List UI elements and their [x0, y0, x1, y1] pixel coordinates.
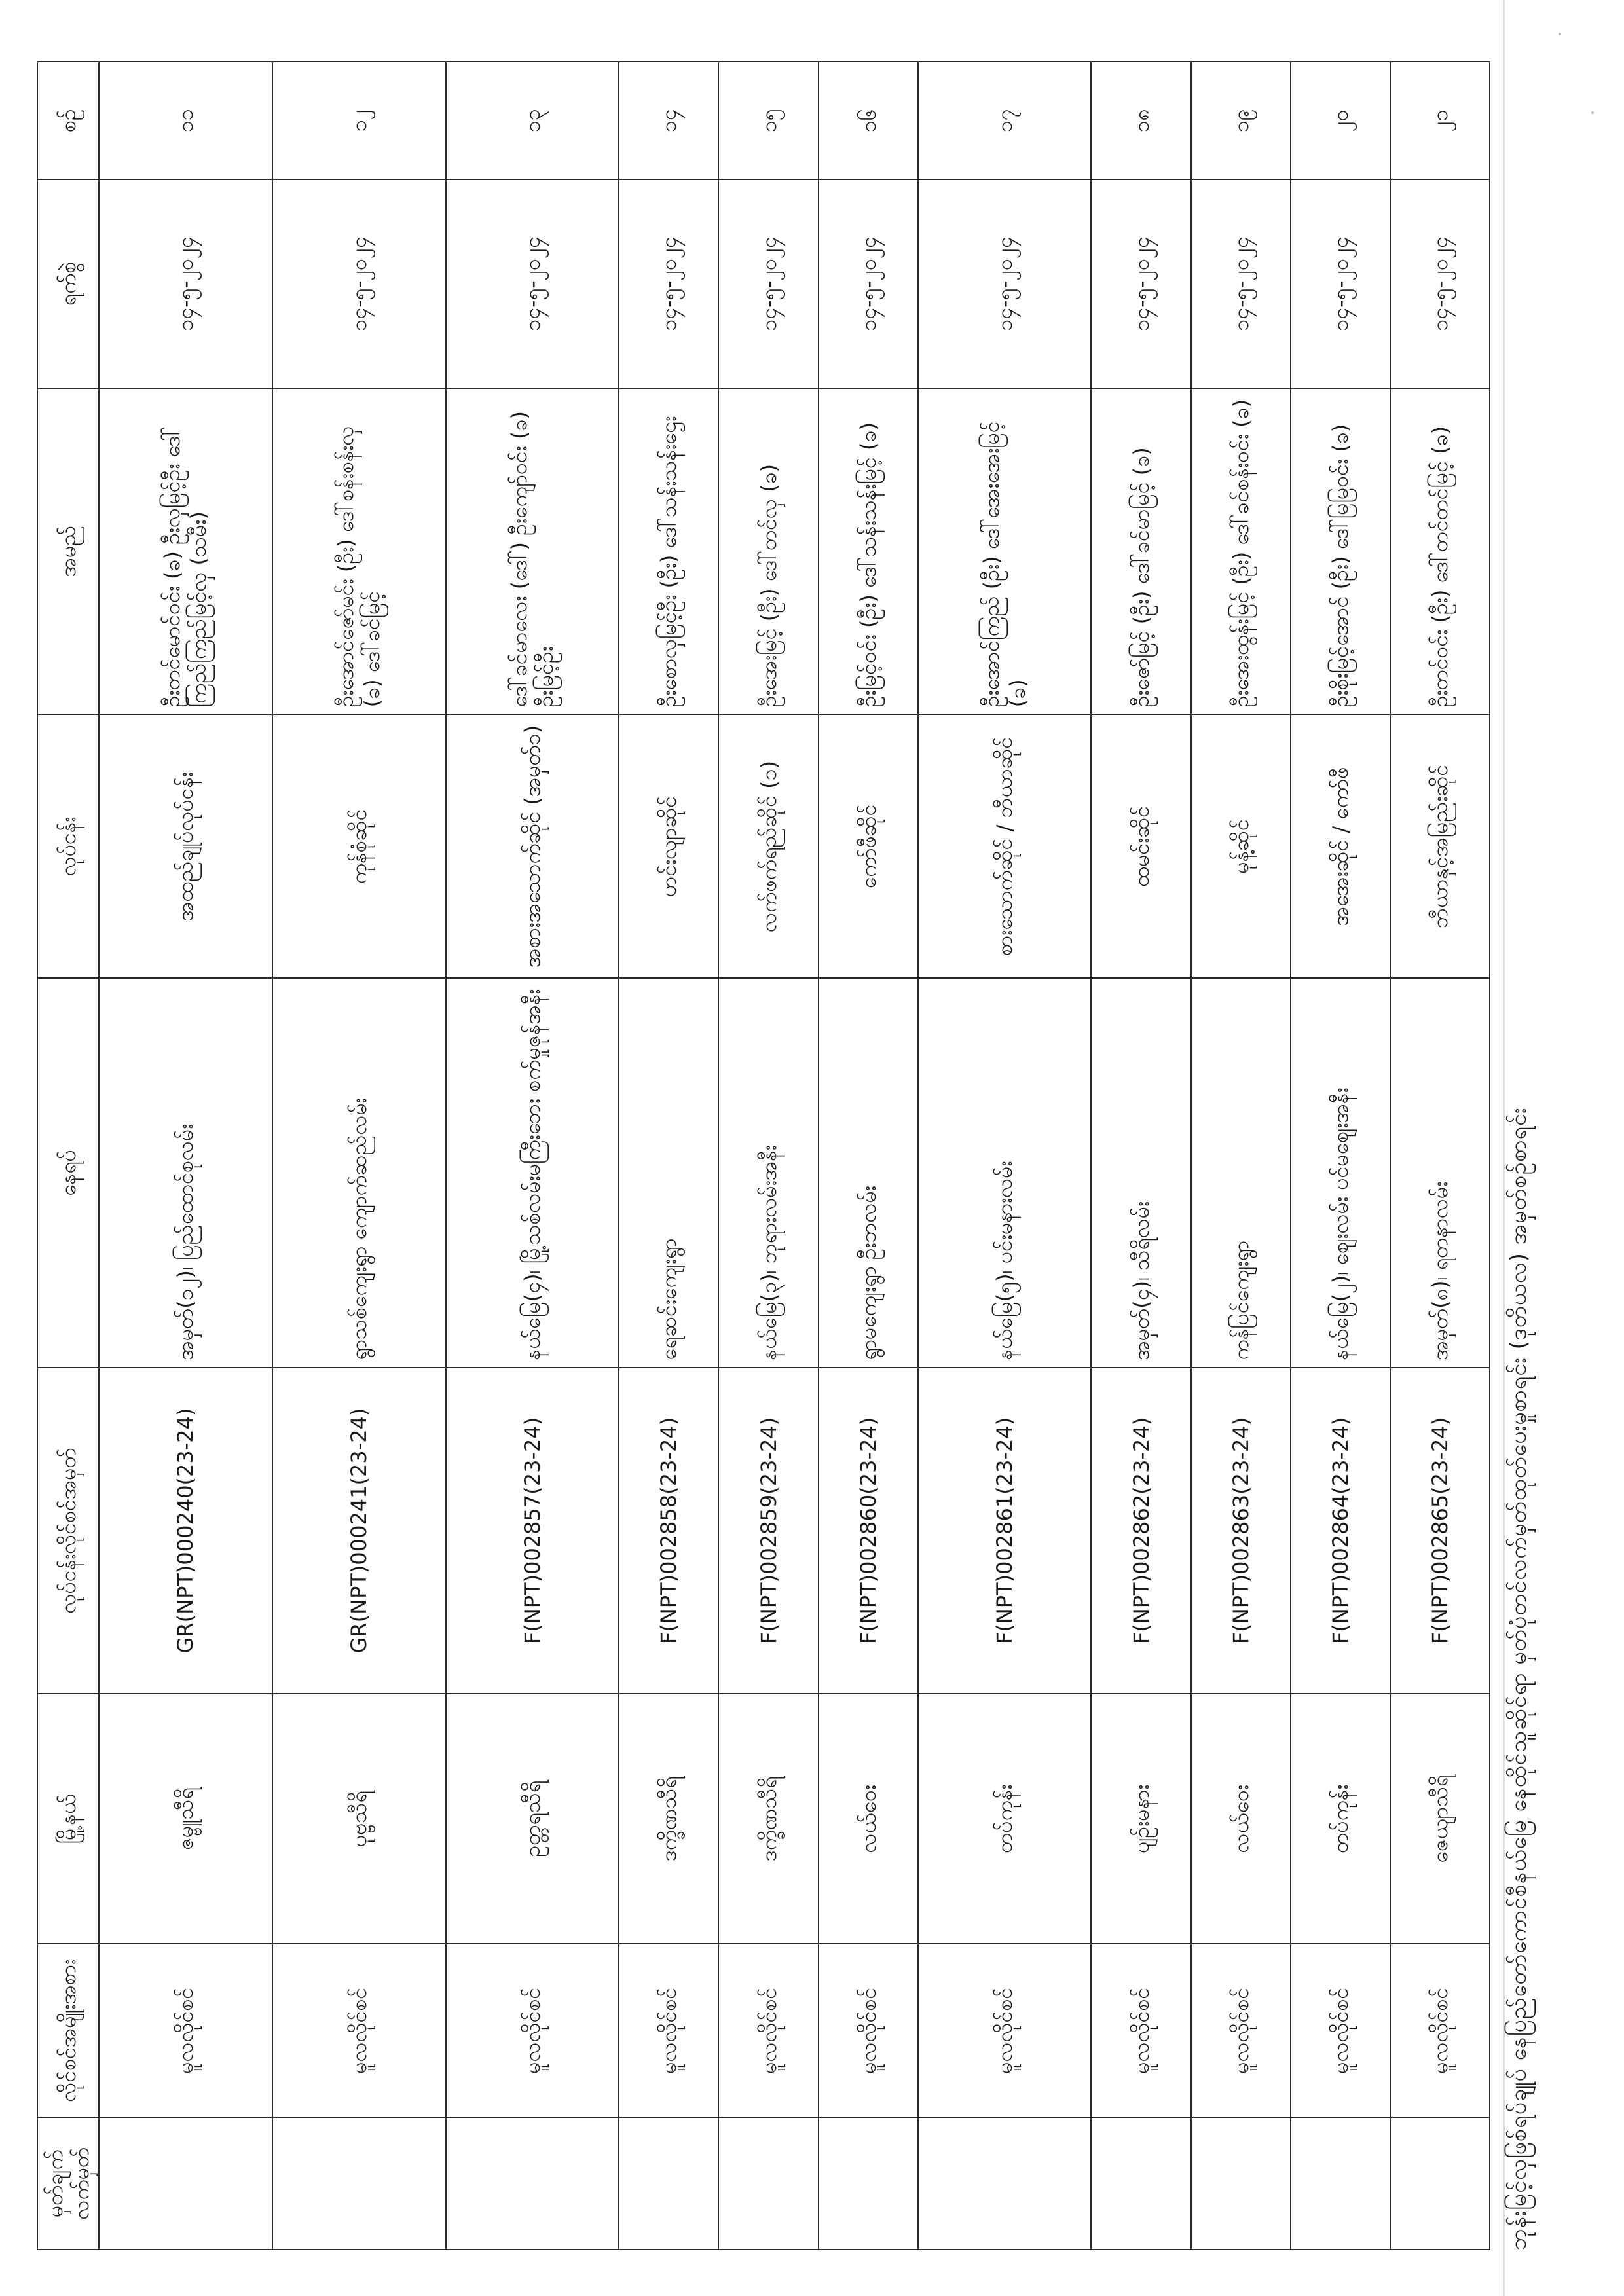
cell-address: နယ်မြေ(၄)၊ မြို့သစ်လမ်းမကြီးဘေး စက်မှုဇုန်အနီး	[446, 978, 619, 1367]
cell-trade: ကော်ဖီဆိုင်	[819, 714, 918, 978]
license-table	[37, 61, 1490, 2250]
cell-township: ပျဉ်းမနား	[1091, 1694, 1190, 1944]
cell-type: မူလလိုင်စင်	[1091, 1944, 1190, 2117]
cell-type: မူလလိုင်စင်	[918, 1944, 1092, 2117]
cell-license: F(NPT)002863(23-24)	[1191, 1368, 1291, 1694]
cell-sign	[619, 2117, 718, 2250]
cell-type: မူလလိုင်စင်	[718, 1944, 818, 2117]
cell-type: မူလလိုင်စင်	[446, 1944, 619, 2117]
cell-no: ၁၇	[918, 62, 1092, 179]
cell-license: F(NPT)002858(23-24)	[619, 1368, 718, 1694]
cell-license: F(NPT)002861(23-24)	[918, 1368, 1092, 1694]
header-address: နေရပ်	[37, 978, 99, 1367]
cell-trade: ဘီယာနှင့်အမြည်းဆိုင်	[1390, 714, 1490, 978]
cell-sign	[1291, 2117, 1390, 2250]
cell-license: GR(NPT)000241(23-24)	[272, 1368, 446, 1694]
cell-address: အမှတ်(၄)၊ သီရိလမ်း	[1091, 978, 1190, 1367]
table-row	[718, 62, 818, 2250]
cell-township: လယ်ဝေး	[1191, 1694, 1291, 1944]
header-row	[37, 62, 99, 2250]
table-row	[1191, 62, 1291, 2250]
cell-sign	[718, 2117, 818, 2250]
cell-date: ၁၄-၅-၂၀၂၄	[1390, 179, 1490, 388]
cell-trade: အအေးဆိုင် / ကော်ဖီ	[1291, 714, 1390, 978]
cell-type: မူလလိုင်စင်	[1291, 1944, 1390, 2117]
cell-license: F(NPT)002860(23-24)	[819, 1368, 918, 1694]
cell-no: ၁၈	[1091, 62, 1190, 179]
cell-no: ၁၆	[819, 62, 918, 179]
cell-trade: လက်ဖက်ရည်ဆိုင် (၁)	[718, 714, 818, 978]
cell-sign	[446, 2117, 619, 2250]
document-title: ဘုန်းမြင့်လှဖြစ်ရပ်ချုပ် နေပြည်တော်ကောင်စီနယ်မြေ နေထိုင်သူဆိုင်ရာ မှတ်ပုံတင်လက်မှတ်ထုတ်ပေးမှုစာရင်း (ဒုတိယလ) အမှတ်စဉ်စာရင်း	[1505, 1107, 1532, 2250]
cell-sign	[99, 2117, 272, 2250]
cell-name: ဦးဇော်မြင့် (ဦး) ဒေါ်ခင်မာမြင့် (ခ)	[1091, 388, 1190, 715]
cell-date: ၁၄-၅-၂၀၂၄	[1191, 179, 1291, 388]
header-date: ရက်စွဲ	[37, 179, 99, 388]
table-row	[1091, 62, 1190, 2250]
cell-license: GR(NPT)000240(23-24)	[99, 1368, 272, 1694]
cell-date: ၁၄-၅-၂၀၂၄	[446, 179, 619, 388]
cell-name: ဦးစိုးမြင့်အောင် (ဦး) ဒေါ်မြမြဝင်း (ခ)	[1291, 388, 1390, 715]
cell-trade: ဟင်းလျာဆိုင်	[619, 714, 718, 978]
cell-license: F(NPT)002862(23-24)	[1091, 1368, 1190, 1694]
cell-date: ၁၄-၅-၂၀၂၄	[819, 179, 918, 388]
cell-no: ၂၁	[1390, 62, 1490, 179]
cell-no: ၁၅	[718, 62, 818, 179]
cell-address: နယ်မြေ(၅)၊ ပင်းမနားလမ်း	[918, 978, 1092, 1367]
cell-township: ဇမ္ဗူသီရိ	[99, 1694, 272, 1944]
cell-no: ၁၄	[619, 62, 718, 179]
table-row	[99, 62, 272, 2250]
cell-township: ဒက္ခိဏသီရိ	[619, 1694, 718, 1944]
cell-name: ဒေါ်ခင်မာလေး (ဒေါ်) ဦးကျော်ဝင်း (ခ) ဦးမြင့်ဦး	[446, 388, 619, 715]
cell-date: ၁၄-၅-၂၀၂၄	[718, 179, 818, 388]
cell-trade: အစားအသောက်ဆိုင် (အမှတ်၁)	[446, 714, 619, 978]
table-row	[1291, 62, 1390, 2250]
cell-sign	[1191, 2117, 1291, 2250]
cell-date: ၁၄-၅-၂၀၂၄	[1291, 179, 1390, 388]
cell-date: ၁၄-၅-၂၀၂၄	[272, 179, 446, 388]
cell-address: နယ်မြေ(၂)၊ ဈေးလမ်း ပင်မဈေးအနီး	[1291, 978, 1390, 1367]
cell-trade: စားသောက်ဆိုင် / ဘီယာဆိုင်	[918, 714, 1092, 978]
cell-no: ၁၁	[99, 62, 272, 179]
cell-township: ဥတ္တရသီရိ	[446, 1694, 619, 1944]
cell-license: F(NPT)002865(23-24)	[1390, 1368, 1490, 1694]
cell-date: ၁၄-၅-၂၀၂၄	[619, 179, 718, 388]
cell-no: ၂၀	[1291, 62, 1390, 179]
cell-type: မူလလိုင်စင်	[99, 1944, 272, 2117]
cell-township: လယ်ဝေး	[819, 1694, 918, 1944]
cell-license: F(NPT)002857(23-24)	[446, 1368, 619, 1694]
cell-license: F(NPT)002859(23-24)	[718, 1368, 818, 1694]
cell-address: ရွာသစ်ကျေးရွာ ကျောက်ဆည်လမ်း	[272, 978, 446, 1367]
cell-name: ဦးအောင်ကြည် (ဦး) ဒေါ်အေးအေးမြင့် (ခ)	[918, 388, 1092, 715]
cell-sign	[918, 2117, 1092, 2250]
cell-address: ရွာမကျေးရွာ ဦးဘလမ်း	[819, 978, 918, 1367]
table-row	[819, 62, 918, 2250]
cell-type: မူလလိုင်စင်	[1390, 1944, 1490, 2117]
cell-type: မူလလိုင်စင်	[819, 1944, 918, 2117]
cell-trade: ကုန်စုံဆိုင်	[272, 714, 446, 978]
cell-sign	[272, 2117, 446, 2250]
cell-name: ဦးတင်မောင်ဝင်း (ခ) ဦးလှမြင့်ဦး ဒေါ်ကြည်ကြည်မြင့်လှ (သမီး)	[99, 388, 272, 715]
cell-address: ကန်ပြင်ကျေးရွာ	[1191, 978, 1291, 1367]
table-row	[272, 62, 446, 2250]
cell-type: မူလလိုင်စင်	[1191, 1944, 1291, 2117]
cell-address: အမှတ်(၈)၊ ရတနာလမ်း	[1390, 978, 1490, 1367]
cell-address: နယ်မြေ(၃)၊ ဘုရားလမ်းအနီး	[718, 978, 818, 1367]
cell-township: တပ်ကုန်း	[918, 1694, 1092, 1944]
header-township: မြို့နယ်	[37, 1694, 99, 1944]
table-row	[1390, 62, 1490, 2250]
header-sign: မှတ်ချက် လက်မှတ်	[37, 2117, 99, 2250]
cell-type: မူလလိုင်စင်	[619, 1944, 718, 2117]
table-row	[918, 62, 1092, 2250]
cell-township: ဇေယျာသီရိ	[1390, 1694, 1490, 1944]
header-trade: လုပ်ငန်း	[37, 714, 99, 978]
cell-trade: မုန့်ဆိုင်	[1191, 714, 1291, 978]
header-type: လိုင်စင်အမျိုးအစား	[37, 1944, 99, 2117]
cell-address: အမှတ်(၁၂)၊ ပြည်ထောင်စုလမ်း	[99, 978, 272, 1367]
cell-no: ၁၃	[446, 62, 619, 179]
cell-sign	[1091, 2117, 1190, 2250]
cell-name: ဦးအောင်ဇော်မင်း (ဦး) ဒေါ်စန်းစန်းလှ (ခ) ဒေါ်ခင်မြင့်	[272, 388, 446, 715]
cell-township: တပ်ကုန်း	[1291, 1694, 1390, 1944]
cell-license: F(NPT)002864(23-24)	[1291, 1368, 1390, 1694]
cell-date: ၁၄-၅-၂၀၂၄	[918, 179, 1092, 388]
cell-sign	[819, 2117, 918, 2250]
cell-date: ၁၄-၅-၂၀၂၄	[99, 179, 272, 388]
header-no: စဉ်	[37, 62, 99, 179]
header-name: အမည်	[37, 388, 99, 715]
cell-sign	[1390, 2117, 1490, 2250]
cell-name: ဦးအေးမြင့် (ဦး) ဒေါ်တင်လှ (ခ)	[718, 388, 818, 715]
cell-type: မူလလိုင်စင်	[272, 1944, 446, 2117]
cell-trade: အထည်ချုပ်လုပ်ငန်း	[99, 714, 272, 978]
header-license: လုပ်ငန်းလိုင်စင်အမှတ်	[37, 1368, 99, 1694]
cell-no: ၁၉	[1191, 62, 1291, 179]
cell-trade: ထမင်းဆိုင်	[1091, 714, 1190, 978]
cell-address: ရေဆင်းကျေးရွာ	[619, 978, 718, 1367]
cell-name: ဦးတင်ဝင်း (ဦး) ဒေါ်တင်တင်မြင့် (ခ)	[1390, 388, 1490, 715]
cell-name: ဦးစောလှမြင့်ဦး (ဦး) ဒေါ်သန်းသန်းဌေး	[619, 388, 718, 715]
cell-date: ၁၄-၅-၂၀၂၄	[1091, 179, 1190, 388]
table-row	[446, 62, 619, 2250]
cell-name: ဦးမြင့်ဝင်း (ဦး) ဒေါ်သန်းသန်းမြင့် (ခ)	[819, 388, 918, 715]
cell-no: ၁၂	[272, 62, 446, 179]
cell-township: ဒက္ခိဏသီရိ	[718, 1694, 818, 1944]
cell-name: ဦးအေးထွန်းမြင့် (ဦး) ဒေါ်ခင်စန်းဝင်း (ခ)	[1191, 388, 1291, 715]
table-row	[619, 62, 718, 2250]
cell-township: ပုဗ္ဗသီရိ	[272, 1694, 446, 1944]
